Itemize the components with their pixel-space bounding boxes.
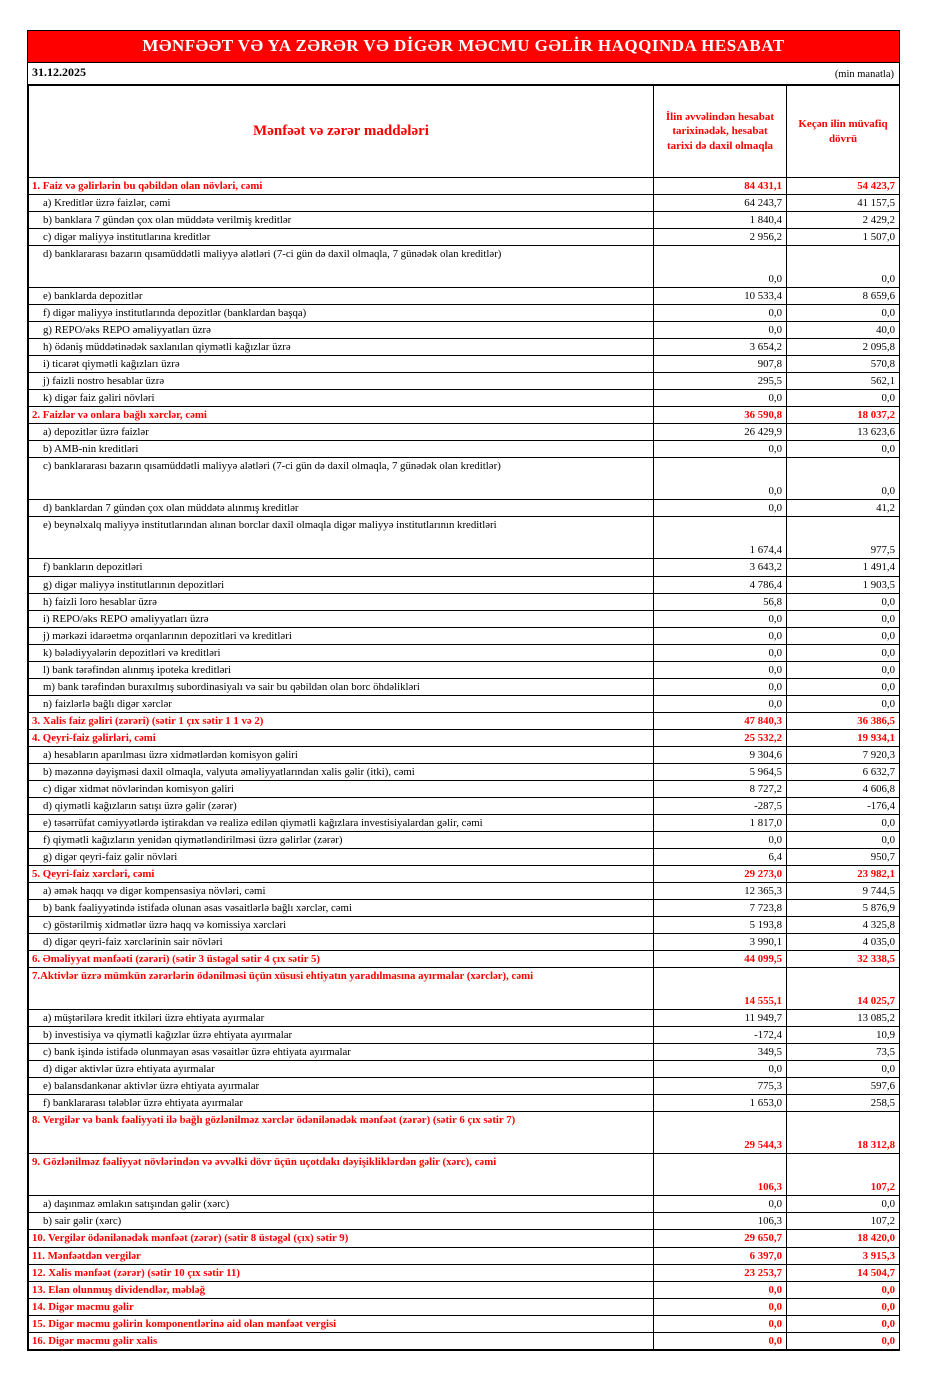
row-value-current: 0,0: [654, 1061, 787, 1078]
table-row: [29, 1095, 900, 1112]
table-header-row: [29, 86, 900, 178]
row-value-previous: 0,0: [787, 610, 900, 627]
table-row: [29, 305, 900, 322]
row-label: f) digər maliyyə institutlarında depozitlər (banklardan başqa): [29, 305, 654, 322]
table-row: [29, 593, 900, 610]
row-value-current: 0,0: [654, 661, 787, 678]
table-row: [29, 814, 900, 831]
row-value-current: 106,3: [654, 1213, 787, 1230]
table-row: [29, 212, 900, 229]
row-label: b) investisiya və qiymətli kağızlar üzrə ehtiyata ayırmalar: [29, 1027, 654, 1044]
row-label: 9. Gözlənilməz fəaliyyət növlərindən və əvvəlki dövr üçün uçotdakı dəyişikliklərdən gəlir (xərc), cəmi: [29, 1154, 654, 1196]
table-row: [29, 322, 900, 339]
row-label: a) hesabların aparılması üzrə xidmətlərdən komisyon gəliri: [29, 746, 654, 763]
table-row: [29, 661, 900, 678]
row-value-previous: 0,0: [787, 246, 900, 288]
row-label: f) bankların depozitləri: [29, 559, 654, 576]
row-label: a) müştərilərə kredit itkiləri üzrə ehtiyata ayırmalar: [29, 1010, 654, 1027]
report-rows: [29, 178, 900, 1350]
table-row: [29, 866, 900, 883]
row-value-current: 1 840,4: [654, 212, 787, 229]
row-label: 7.Aktivlər üzrə mümkün zərərlərin ödənilməsi üçün xüsusi ehtiyatın yaradılmasına ayırmalar (xərclər), cəmi: [29, 968, 654, 1010]
row-label: e) banklarda depozitlər: [29, 288, 654, 305]
row-label: a) daşınmaz əmlakın satışından gəlir (xərc): [29, 1196, 654, 1213]
row-value-previous: 54 423,7: [787, 178, 900, 195]
row-label: b) AMB-nin kreditləri: [29, 441, 654, 458]
row-value-previous: 977,5: [787, 517, 900, 559]
row-value-previous: 258,5: [787, 1095, 900, 1112]
table-row: [29, 849, 900, 866]
row-label: n) faizlərlə bağlı digər xərclər: [29, 695, 654, 712]
row-value-current: 26 429,9: [654, 424, 787, 441]
row-value-previous: 13 623,6: [787, 424, 900, 441]
row-value-previous: 4 035,0: [787, 934, 900, 951]
row-value-previous: 5 876,9: [787, 900, 900, 917]
row-value-current: 0,0: [654, 831, 787, 848]
row-label: c) bank işində istifadə olunmayan əsas vəsaitlər üzrə ehtiyata ayırmalar: [29, 1044, 654, 1061]
row-value-current: 6,4: [654, 849, 787, 866]
row-value-current: 5 193,8: [654, 917, 787, 934]
row-value-previous: 562,1: [787, 373, 900, 390]
table-row: [29, 1230, 900, 1247]
row-value-current: 64 243,7: [654, 195, 787, 212]
row-label: 12. Xalis mənfəət (zərər) (sətir 10 çıx sətir 11): [29, 1264, 654, 1281]
table-row: [29, 712, 900, 729]
row-value-current: 295,5: [654, 373, 787, 390]
row-label: d) qiymətli kağızların satışı üzrə gəlir (zərər): [29, 797, 654, 814]
row-value-previous: 2 429,2: [787, 212, 900, 229]
row-value-previous: 40,0: [787, 322, 900, 339]
row-value-current: 7 723,8: [654, 900, 787, 917]
row-value-current: 14 555,1: [654, 968, 787, 1010]
row-value-current: 775,3: [654, 1078, 787, 1095]
row-label: 2. Faizlər və onlara bağlı xərclər, cəmi: [29, 407, 654, 424]
row-value-current: 3 990,1: [654, 934, 787, 951]
row-label: m) bank tərəfindən buraxılmış subordinasiyalı və sair bu qəbildən olan borc öhdəlikləri: [29, 678, 654, 695]
row-value-previous: 6 632,7: [787, 763, 900, 780]
table-row: [29, 195, 900, 212]
row-value-current: 0,0: [654, 441, 787, 458]
table-row: [29, 610, 900, 627]
row-label: c) digər xidmət növlərindən komisyon gəliri: [29, 780, 654, 797]
row-label: c) göstərilmiş xidmətlər üzrə haqq və komissiya xərcləri: [29, 917, 654, 934]
row-value-previous: 1 491,4: [787, 559, 900, 576]
row-value-current: 0,0: [654, 1315, 787, 1332]
row-label: a) depozitlər üzrə faizlər: [29, 424, 654, 441]
row-value-current: -287,5: [654, 797, 787, 814]
row-value-previous: 0,0: [787, 814, 900, 831]
table-row: [29, 1044, 900, 1061]
row-value-current: 47 840,3: [654, 712, 787, 729]
table-row: [29, 390, 900, 407]
row-value-previous: 14 504,7: [787, 1264, 900, 1281]
table-row: [29, 780, 900, 797]
row-value-current: 1 817,0: [654, 814, 787, 831]
row-value-previous: 4 325,8: [787, 917, 900, 934]
row-label: b) məzənnə dəyişməsi daxil olmaqla, valyuta əməliyyatlarından xalis gəlir (itki), cəmi: [29, 763, 654, 780]
table-row: [29, 763, 900, 780]
table-row: [29, 500, 900, 517]
table-row: [29, 1247, 900, 1264]
row-value-current: 0,0: [654, 500, 787, 517]
table-row: [29, 883, 900, 900]
row-value-previous: 0,0: [787, 831, 900, 848]
row-value-current: 29 544,3: [654, 1112, 787, 1154]
row-value-previous: 41,2: [787, 500, 900, 517]
row-label: j) faizli nostro hesablar üzrə: [29, 373, 654, 390]
row-value-previous: 0,0: [787, 593, 900, 610]
row-label: i) ticarət qiymətli kağızları üzrə: [29, 356, 654, 373]
row-value-current: 0,0: [654, 246, 787, 288]
row-value-current: 9 304,6: [654, 746, 787, 763]
row-value-previous: 9 744,5: [787, 883, 900, 900]
row-label: e) balansdankənar aktivlər üzrə ehtiyata ayırmalar: [29, 1078, 654, 1095]
row-value-previous: 0,0: [787, 627, 900, 644]
row-value-current: 5 964,5: [654, 763, 787, 780]
row-value-current: 44 099,5: [654, 951, 787, 968]
row-label: d) digər qeyri-faiz xərclərinin sair növləri: [29, 934, 654, 951]
table-row: [29, 1027, 900, 1044]
row-value-previous: 1 903,5: [787, 576, 900, 593]
table-row: [29, 229, 900, 246]
row-value-current: 0,0: [654, 1332, 787, 1349]
report-meta-row: [28, 63, 899, 85]
table-row: [29, 1112, 900, 1154]
row-label: b) banklara 7 gündən çox olan müddətə verilmiş kreditlər: [29, 212, 654, 229]
row-value-previous: 0,0: [787, 1061, 900, 1078]
row-value-previous: 1 507,0: [787, 229, 900, 246]
row-value-current: 106,3: [654, 1154, 787, 1196]
row-value-current: 0,0: [654, 1281, 787, 1298]
row-label: c) banklararası bazarın qısamüddətli maliyyə alətləri (7-ci gün də daxil olmaqla, 7 günədək olan kreditlər): [29, 458, 654, 500]
table-row: [29, 1298, 900, 1315]
column-header-previous-period: Keçən ilin müvafiq dövrü: [787, 86, 900, 178]
table-row: [29, 1078, 900, 1095]
row-label: 15. Digər məcmu gəlirin komponentlərinə aid olan mənfəət vergisi: [29, 1315, 654, 1332]
row-value-current: 29 650,7: [654, 1230, 787, 1247]
table-row: [29, 424, 900, 441]
row-label: a) Kreditlər üzrə faizlər, cəmi: [29, 195, 654, 212]
row-value-previous: 0,0: [787, 305, 900, 322]
table-row: [29, 968, 900, 1010]
row-value-current: 0,0: [654, 322, 787, 339]
row-value-previous: 0,0: [787, 390, 900, 407]
row-value-previous: 41 157,5: [787, 195, 900, 212]
row-value-current: 8 727,2: [654, 780, 787, 797]
table-row: [29, 441, 900, 458]
table-row: [29, 178, 900, 195]
row-label: h) faizli loro hesablar üzrə: [29, 593, 654, 610]
row-value-previous: 10,9: [787, 1027, 900, 1044]
row-value-previous: 0,0: [787, 1281, 900, 1298]
row-label: b) bank fəaliyyətində istifadə olunan əsas vəsaitlərlə bağlı xərclər, cəmi: [29, 900, 654, 917]
row-value-current: 0,0: [654, 305, 787, 322]
row-value-previous: 18 037,2: [787, 407, 900, 424]
row-value-previous: 570,8: [787, 356, 900, 373]
row-label: d) digər aktivlər üzrə ehtiyata ayırmalar: [29, 1061, 654, 1078]
row-value-previous: 0,0: [787, 678, 900, 695]
row-label: h) ödəniş müddətinədək saxlanılan qiymətli kağızlar üzrə: [29, 339, 654, 356]
row-value-current: 0,0: [654, 610, 787, 627]
row-value-current: 25 532,2: [654, 729, 787, 746]
row-value-previous: 73,5: [787, 1044, 900, 1061]
row-value-current: 0,0: [654, 458, 787, 500]
row-value-previous: 18 420,0: [787, 1230, 900, 1247]
table-row: [29, 831, 900, 848]
row-value-previous: 0,0: [787, 1196, 900, 1213]
row-label: i) REPO/əks REPO əməliyyatları üzrə: [29, 610, 654, 627]
row-value-current: 12 365,3: [654, 883, 787, 900]
table-row: [29, 1315, 900, 1332]
table-row: [29, 746, 900, 763]
row-value-current: 10 533,4: [654, 288, 787, 305]
row-label: 16. Digər məcmu gəlir xalis: [29, 1332, 654, 1349]
row-value-current: 56,8: [654, 593, 787, 610]
row-value-previous: -176,4: [787, 797, 900, 814]
row-label: g) digər maliyyə institutlarının depozitləri: [29, 576, 654, 593]
table-row: [29, 458, 900, 500]
table-row: [29, 917, 900, 934]
table-row: [29, 695, 900, 712]
row-value-previous: 0,0: [787, 644, 900, 661]
table-row: [29, 1281, 900, 1298]
row-value-current: 36 590,8: [654, 407, 787, 424]
row-value-previous: 14 025,7: [787, 968, 900, 1010]
row-value-current: 0,0: [654, 390, 787, 407]
row-label: j) mərkəzi idarəetmə orqanlarının depozitləri və kreditləri: [29, 627, 654, 644]
row-label: 8. Vergilər və bank fəaliyyəti ilə bağlı gözlənilməz xərclər ödənilənədək mənfəət (zərər) (sətir 6 çıx sətir 7): [29, 1112, 654, 1154]
row-value-previous: 18 312,8: [787, 1112, 900, 1154]
column-header-current-period: İlin əvvəlindən hesabat tarixinədək, hesabat tarixi də daxil olmaqla: [654, 86, 787, 178]
row-value-current: 907,8: [654, 356, 787, 373]
row-label: b) sair gəlir (xərc): [29, 1213, 654, 1230]
table-row: [29, 627, 900, 644]
table-row: [29, 407, 900, 424]
row-value-previous: 0,0: [787, 1332, 900, 1349]
row-label: l) bank tərəfindən alınmış ipoteka kreditləri: [29, 661, 654, 678]
row-value-current: 0,0: [654, 644, 787, 661]
row-value-previous: 0,0: [787, 458, 900, 500]
row-value-previous: 0,0: [787, 661, 900, 678]
row-label: g) REPO/əks REPO əməliyyatları üzrə: [29, 322, 654, 339]
profit-loss-table: [28, 85, 900, 1350]
table-row: [29, 678, 900, 695]
table-row: [29, 559, 900, 576]
row-label: c) digər maliyyə institutlarına kreditlər: [29, 229, 654, 246]
row-value-current: 0,0: [654, 695, 787, 712]
row-value-current: -172,4: [654, 1027, 787, 1044]
row-value-current: 3 643,2: [654, 559, 787, 576]
row-value-previous: 32 338,5: [787, 951, 900, 968]
row-value-previous: 4 606,8: [787, 780, 900, 797]
row-value-previous: 36 386,5: [787, 712, 900, 729]
row-value-current: 0,0: [654, 678, 787, 695]
table-row: [29, 951, 900, 968]
row-value-current: 0,0: [654, 1298, 787, 1315]
row-value-previous: 3 915,3: [787, 1247, 900, 1264]
row-label: a) əmək haqqı və digər kompensasiya növləri, cəmi: [29, 883, 654, 900]
table-row: [29, 1213, 900, 1230]
report-title: MƏNFƏƏT VƏ YA ZƏRƏR VƏ DİGƏR MƏCMU GƏLİR HAQQINDA HESABAT: [28, 31, 899, 63]
row-value-current: 0,0: [654, 627, 787, 644]
row-label: k) bələdiyyələrin depozitləri və kreditləri: [29, 644, 654, 661]
table-row: [29, 729, 900, 746]
table-row: [29, 1154, 900, 1196]
unit-note: (min manatla): [834, 69, 894, 80]
row-label: 4. Qeyri-faiz gəlirləri, cəmi: [29, 729, 654, 746]
table-row: [29, 373, 900, 390]
table-row: [29, 797, 900, 814]
table-row: [29, 934, 900, 951]
column-header-items: Mənfəət və zərər maddələri: [29, 86, 654, 178]
table-row: [29, 517, 900, 559]
row-value-current: 23 253,7: [654, 1264, 787, 1281]
row-value-previous: 107,2: [787, 1213, 900, 1230]
table-row: [29, 1010, 900, 1027]
table-row: [29, 900, 900, 917]
row-value-previous: 13 085,2: [787, 1010, 900, 1027]
row-value-current: 3 654,2: [654, 339, 787, 356]
row-label: 1. Faiz və gəlirlərin bu qəbildən olan növləri, cəmi: [29, 178, 654, 195]
table-row: [29, 288, 900, 305]
row-value-previous: 107,2: [787, 1154, 900, 1196]
row-value-current: 11 949,7: [654, 1010, 787, 1027]
row-value-current: 29 273,0: [654, 866, 787, 883]
row-label: 13. Elan olunmuş dividendlər, məbləğ: [29, 1281, 654, 1298]
row-value-current: 84 431,1: [654, 178, 787, 195]
table-row: [29, 1264, 900, 1281]
table-row: [29, 1332, 900, 1349]
row-value-previous: 0,0: [787, 695, 900, 712]
row-label: 5. Qeyri-faiz xərcləri, cəmi: [29, 866, 654, 883]
row-label: f) qiymətli kağızların yenidən qiymətləndirilməsi üzrə gəlirlər (zərər): [29, 831, 654, 848]
table-row: [29, 576, 900, 593]
row-label: f) banklararası tələblər üzrə ehtiyata ayırmalar: [29, 1095, 654, 1112]
row-value-previous: 7 920,3: [787, 746, 900, 763]
table-row: [29, 1061, 900, 1078]
row-value-previous: 950,7: [787, 849, 900, 866]
row-label: k) digər faiz gəliri növləri: [29, 390, 654, 407]
row-label: 11. Mənfəətdən vergilər: [29, 1247, 654, 1264]
row-label: 14. Digər məcmu gəlir: [29, 1298, 654, 1315]
table-row: [29, 644, 900, 661]
row-value-current: 4 786,4: [654, 576, 787, 593]
row-value-previous: 23 982,1: [787, 866, 900, 883]
row-label: d) banklararası bazarın qısamüddətli maliyyə alətləri (7-ci gün də daxil olmaqla, 7 günədək olan kreditlər): [29, 246, 654, 288]
row-value-previous: 8 659,6: [787, 288, 900, 305]
row-label: d) banklardan 7 gündən çox olan müddətə alınmış kreditlər: [29, 500, 654, 517]
row-value-previous: 0,0: [787, 1298, 900, 1315]
row-label: e) təsərrüfat cəmiyyətlərdə iştirakdan və realizə edilən qiymətli kağızlara investisiyalardan gəlir, cəmi: [29, 814, 654, 831]
row-label: g) digər qeyri-faiz gəlir növləri: [29, 849, 654, 866]
row-label: e) beynəlxalq maliyyə institutlarından alınan borclar daxil olmaqla digər maliyyə institutlarının kreditləri: [29, 517, 654, 559]
row-value-current: 1 653,0: [654, 1095, 787, 1112]
row-value-current: 1 674,4: [654, 517, 787, 559]
row-value-previous: 0,0: [787, 441, 900, 458]
table-row: [29, 1196, 900, 1213]
table-row: [29, 339, 900, 356]
table-row: [29, 356, 900, 373]
report-date: 31.12.2025: [32, 65, 86, 79]
table-row: [29, 246, 900, 288]
row-label: 6. Əməliyyat mənfəəti (zərəri) (sətir 3 üstəgəl sətir 4 çıx sətir 5): [29, 951, 654, 968]
row-label: 3. Xalis faiz gəliri (zərəri) (sətir 1 çıx sətir 1 1 və 2): [29, 712, 654, 729]
row-value-previous: 19 934,1: [787, 729, 900, 746]
row-value-current: 6 397,0: [654, 1247, 787, 1264]
row-value-previous: 597,6: [787, 1078, 900, 1095]
row-label: 10. Vergilər ödənilənədək mənfəət (zərər) (sətir 8 üstəgəl (çıx) sətir 9): [29, 1230, 654, 1247]
row-value-current: 0,0: [654, 1196, 787, 1213]
row-value-current: 2 956,2: [654, 229, 787, 246]
row-value-current: 349,5: [654, 1044, 787, 1061]
row-value-previous: 0,0: [787, 1315, 900, 1332]
report-sheet: [27, 30, 900, 1351]
row-value-previous: 2 095,8: [787, 339, 900, 356]
